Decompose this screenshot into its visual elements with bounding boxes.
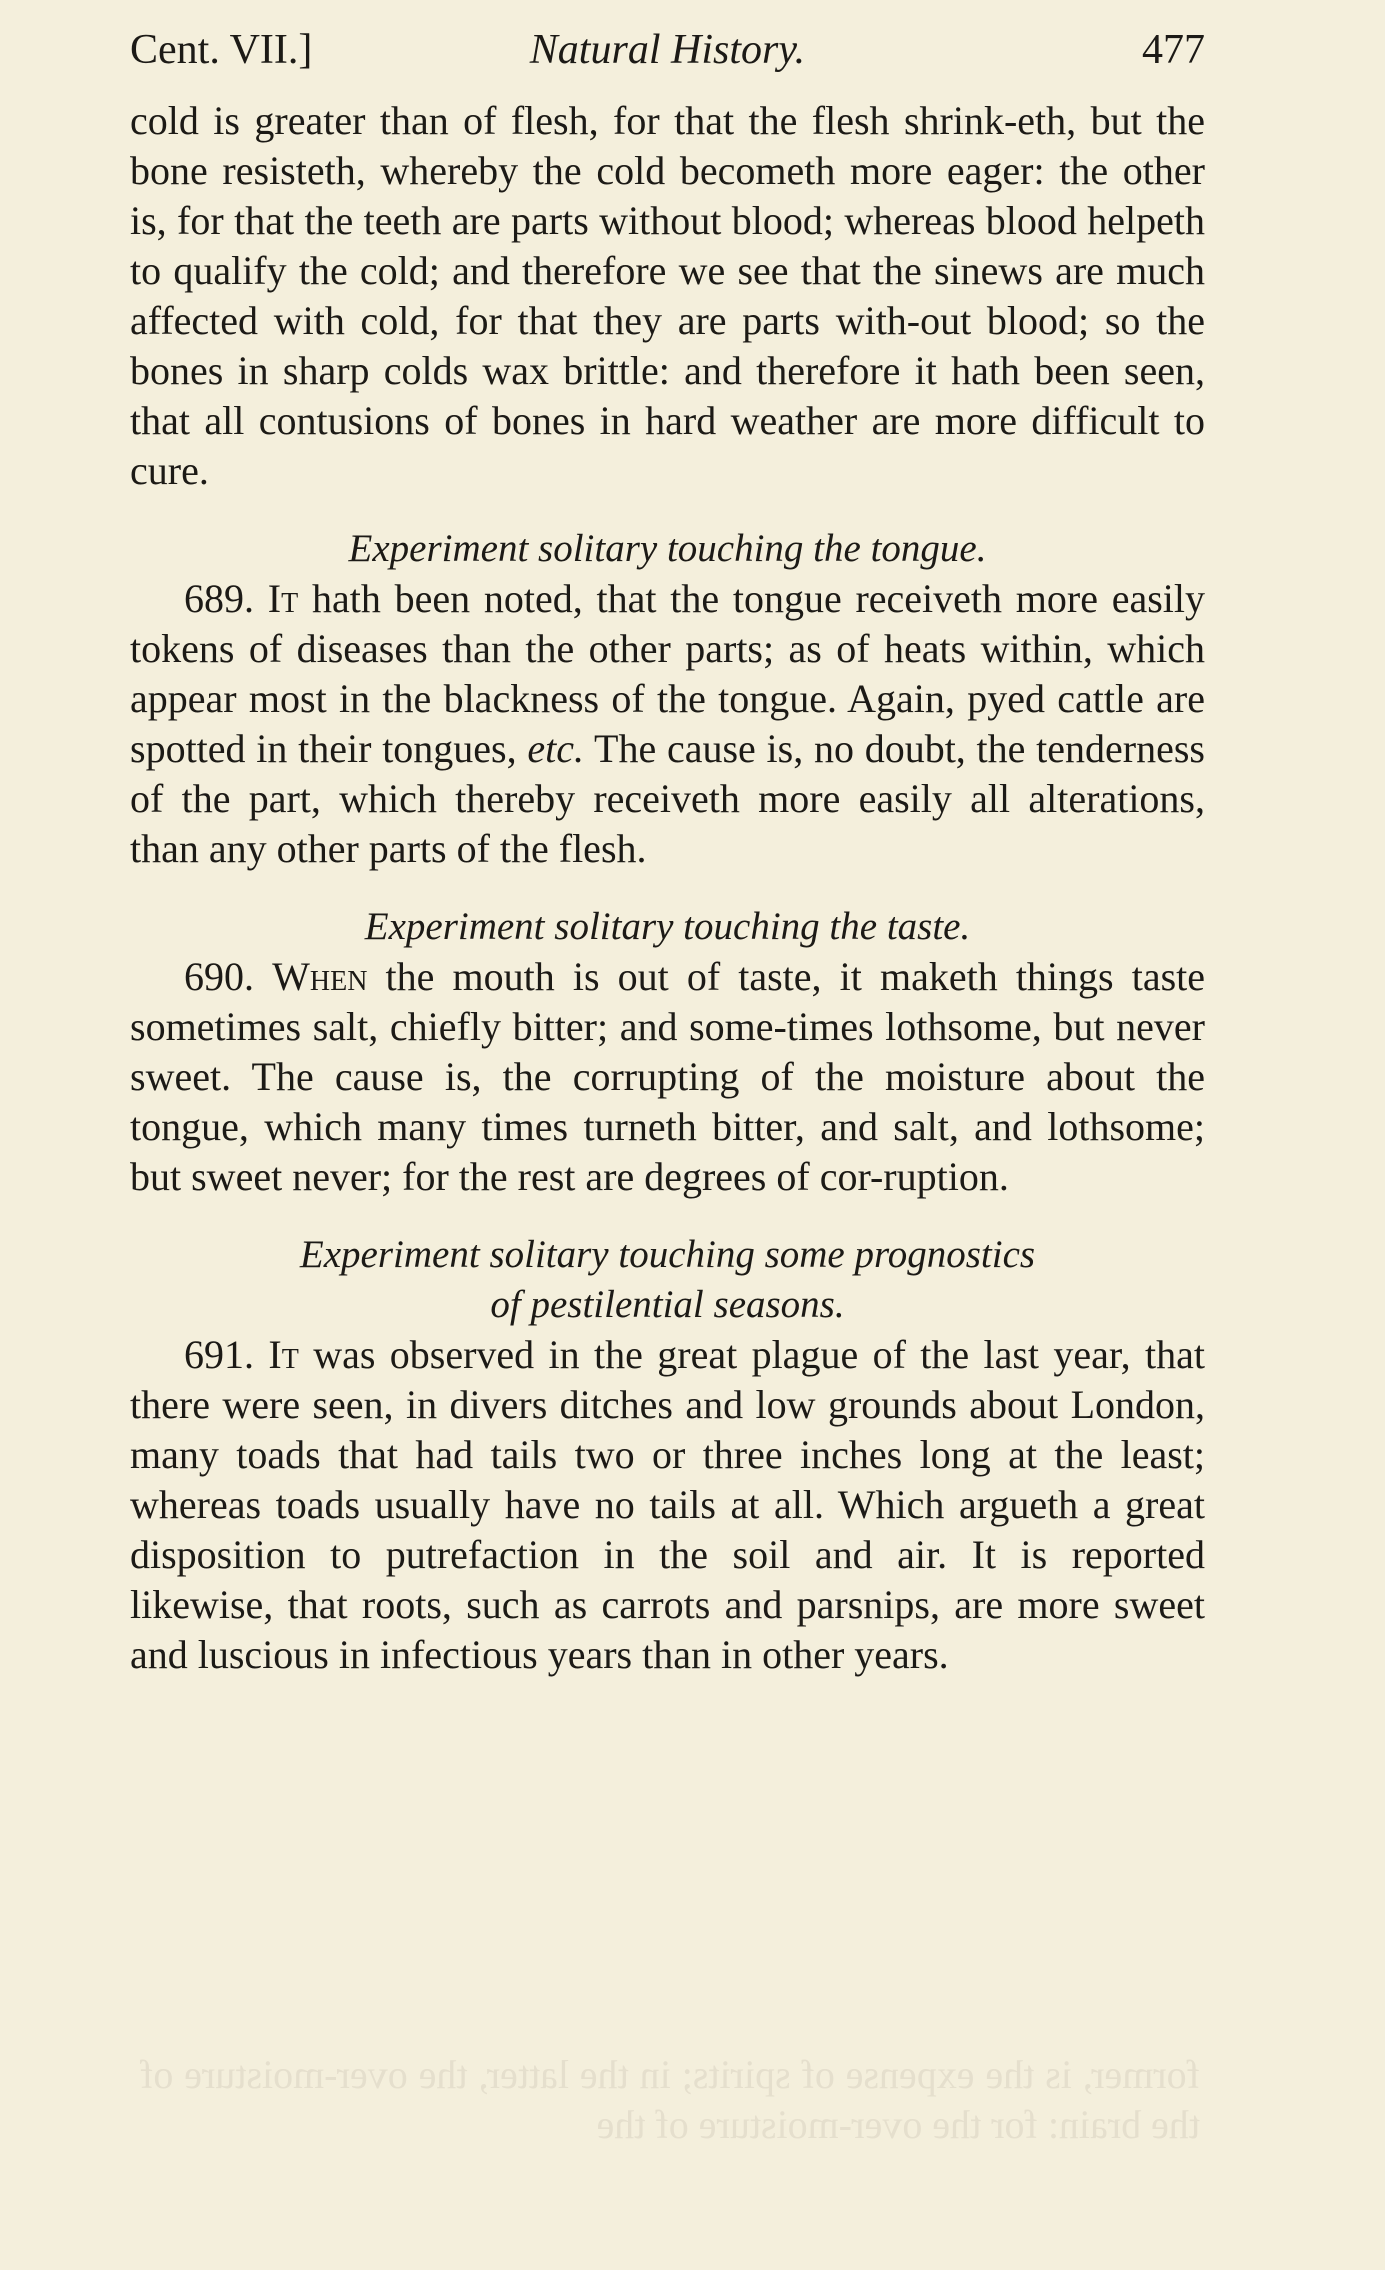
continued-paragraph: cold is greater than of flesh, for that the flesh shrink-eth, but the bone resisteth, whereby the cold becometh more eager: the other is, for that the teeth are parts without blood; whereas blood helpeth to qualify the cold; and therefore we see that the sinews are much affected with cold, for that they are parts with-out blood; so the bones in sharp colds wax brittle: and therefore it hath been seen, that all contusions of bones in hard weather are more difficult to cure. [130,98,1205,493]
running-title: Natural History. [529,27,806,73]
paragraph-number: 689. [184,576,254,621]
paragraph-690 [130,952,1205,1202]
paragraph-689 [130,574,1205,874]
heading-line-2: of pestilential seasons. [490,1283,845,1326]
section-heading-690: Experiment solitary touching the taste. [364,905,971,948]
chapter-marker: Cent. VII.] [130,27,313,73]
lead-word: When [272,954,368,999]
paragraph-number: 691. [184,1332,254,1377]
lead-word: It [267,576,299,621]
italic-abbrev: etc. [527,726,584,771]
paragraph-text: the mouth is out of taste, it maketh things taste sometimes salt, chiefly bitter; and some-times lothsome, but never sweet. The cause is, the corrupting of the moisture about the tongue, which many times turneth bitter, and salt, and lothsome; but sweet never; for the rest are degrees of cor-ruption. [130,954,1206,1199]
section-heading-691 [130,1230,1205,1330]
heading-line-1: Experiment solitary touching some prognostics [299,1233,1036,1276]
paragraph-text: was observed in the great plague of the last year, that there were seen, in divers ditches and low grounds about London, many toads that had tails two or three inches long at the least; whereas toads usually have no tails at all. Which argueth a great disposition to putrefaction in the soil and air. It is reported likewise, that roots, such as carrots and parsnips, are more sweet and luscious in infectious years than in other years. [130,1332,1205,1677]
lead-word: It [268,1332,299,1377]
book-page [130,20,1205,1680]
paragraph-text: hath been noted, that the tongue receiveth more easily tokens of diseases than the other parts; as of heats within, which appear most in the blackness of the tongue. Again, pyed cattle are spotted in their tongues, [130,576,1206,771]
bleed-through-text: former, is the expense of spirits; in the latter, the over-moisture of the brain: for the over-moisture of the [140,2052,1200,2147]
paragraph-number: 690. [184,954,254,999]
page-number: 477 [1142,27,1205,73]
paragraph-text: The cause is, no doubt, the tenderness of the part, which thereby receiveth more easily all alterations, than any other parts of the flesh. [130,726,1205,871]
section-heading-689: Experiment solitary touching the tongue. [348,527,987,570]
paragraph-691 [130,1330,1205,1680]
running-head [130,20,1205,80]
